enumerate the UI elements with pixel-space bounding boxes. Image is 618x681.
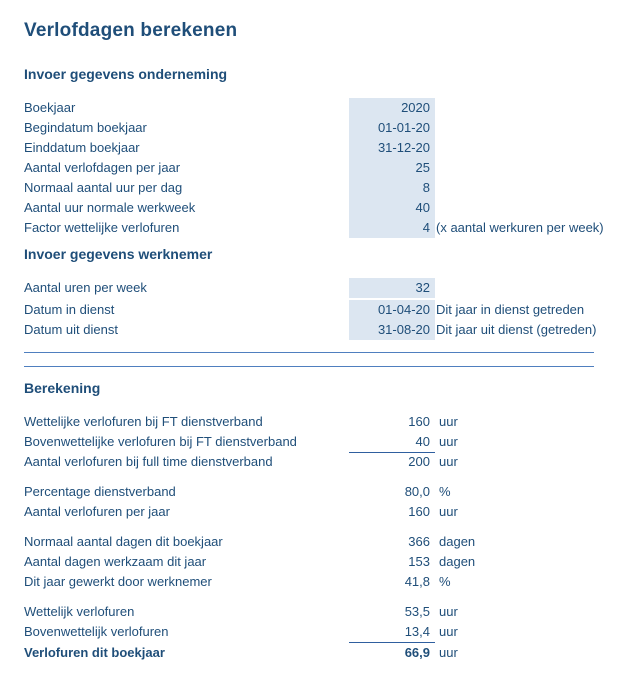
row-normaal-aantal-dagen-boekjaar [24, 532, 594, 552]
row-unit: uur [439, 454, 458, 469]
row-value: 80,0 [404, 484, 430, 499]
row-einddatum-boekjaar [24, 138, 594, 158]
section-heading-calculation: Berekening [24, 380, 101, 396]
row-value: 13,4 [349, 622, 435, 643]
row-label: Datum in dienst [24, 302, 115, 317]
row-value: 53,5 [404, 604, 430, 619]
row-value: 40 [349, 432, 435, 453]
row-unit: uur [439, 434, 458, 449]
row-label: Aantal uur normale werkweek [24, 200, 196, 215]
row-label: Aantal verlofuren bij full time dienstverband [24, 454, 273, 469]
row-note: Dit jaar in dienst getreden [436, 302, 585, 317]
row-label: Wettelijke verlofuren bij FT dienstverband [24, 414, 263, 429]
row-datum-in-dienst [24, 300, 594, 320]
row-note: (x aantal werkuren per week) [436, 220, 604, 235]
row-value[interactable]: 31-08-20 [349, 320, 435, 340]
row-factor-wettelijke-verlofuren [24, 218, 604, 238]
row-unit: uur [439, 414, 458, 429]
row-aantal-uren-per-week [24, 278, 594, 298]
section-divider-bottom [24, 366, 594, 367]
row-label: Normaal aantal dagen dit boekjaar [24, 534, 223, 549]
row-label: Begindatum boekjaar [24, 120, 147, 135]
row-note: Dit jaar uit dienst (getreden) [436, 322, 597, 337]
row-bovenwettelijk-verlofuren [24, 622, 594, 642]
row-value[interactable]: 01-04-20 [349, 300, 435, 320]
row-verlofuren-dit-boekjaar [24, 643, 594, 663]
row-unit: % [439, 574, 451, 589]
row-wettelijke-verlofuren-ft [24, 412, 594, 432]
row-label: Factor wettelijke verlofuren [24, 220, 180, 235]
row-boekjaar [24, 98, 594, 118]
row-label: Wettelijk verlofuren [24, 604, 135, 619]
row-begindatum-boekjaar [24, 118, 594, 138]
row-unit: dagen [439, 554, 476, 569]
row-aantal-uur-normale-werkweek [24, 198, 594, 218]
row-label: Aantal uren per week [24, 280, 147, 295]
row-unit: dagen [439, 534, 476, 549]
page-title: Verlofdagen berekenen [24, 20, 238, 41]
row-value[interactable]: 01-01-20 [349, 118, 435, 138]
row-value[interactable]: 4 [349, 218, 435, 238]
row-label: Aantal verlofuren per jaar [24, 504, 170, 519]
row-datum-uit-dienst [24, 320, 597, 340]
row-value[interactable]: 2020 [349, 98, 435, 118]
row-value[interactable]: 32 [349, 278, 435, 298]
row-value: 200 [408, 454, 430, 469]
row-aantal-dagen-werkzaam [24, 552, 594, 572]
row-value[interactable]: 25 [349, 158, 435, 178]
row-bovenwettelijke-verlofuren-ft [24, 432, 594, 452]
row-label: Boekjaar [24, 100, 76, 115]
row-label: Einddatum boekjaar [24, 140, 140, 155]
row-value: 160 [408, 504, 430, 519]
row-value: 153 [408, 554, 430, 569]
row-value[interactable]: 8 [349, 178, 435, 198]
row-normaal-aantal-uur-per-dag [24, 178, 594, 198]
row-percentage-dienstverband [24, 482, 594, 502]
row-value: 66,9 [404, 645, 430, 660]
row-label: Aantal verlofdagen per jaar [24, 160, 181, 175]
row-aantal-verlofuren-per-jaar [24, 502, 594, 522]
row-aantal-verlofdagen-per-jaar [24, 158, 594, 178]
row-label: Bovenwettelijk verlofuren [24, 624, 169, 639]
row-value: 366 [408, 534, 430, 549]
row-value[interactable]: 40 [349, 198, 435, 218]
row-value: 41,8 [404, 574, 430, 589]
section-divider-top [24, 352, 594, 353]
row-label: Normaal aantal uur per dag [24, 180, 183, 195]
row-unit: % [439, 484, 451, 499]
row-label: Verlofuren dit boekjaar [24, 645, 165, 660]
row-label: Dit jaar gewerkt door werknemer [24, 574, 212, 589]
row-unit: uur [439, 624, 458, 639]
row-label: Datum uit dienst [24, 322, 118, 337]
row-wettelijk-verlofuren [24, 602, 594, 622]
section-heading-employee: Invoer gegevens werknemer [24, 246, 213, 262]
row-unit: uur [439, 645, 458, 660]
row-unit: uur [439, 504, 458, 519]
row-label: Aantal dagen werkzaam dit jaar [24, 554, 207, 569]
row-value[interactable]: 31-12-20 [349, 138, 435, 158]
row-label: Percentage dienstverband [24, 484, 176, 499]
row-dit-jaar-gewerkt [24, 572, 594, 592]
row-value: 160 [408, 414, 430, 429]
row-aantal-verlofuren-fulltime [24, 452, 594, 472]
row-label: Bovenwettelijke verlofuren bij FT dienstverband [24, 434, 297, 449]
section-heading-company: Invoer gegevens onderneming [24, 66, 228, 82]
row-unit: uur [439, 604, 458, 619]
